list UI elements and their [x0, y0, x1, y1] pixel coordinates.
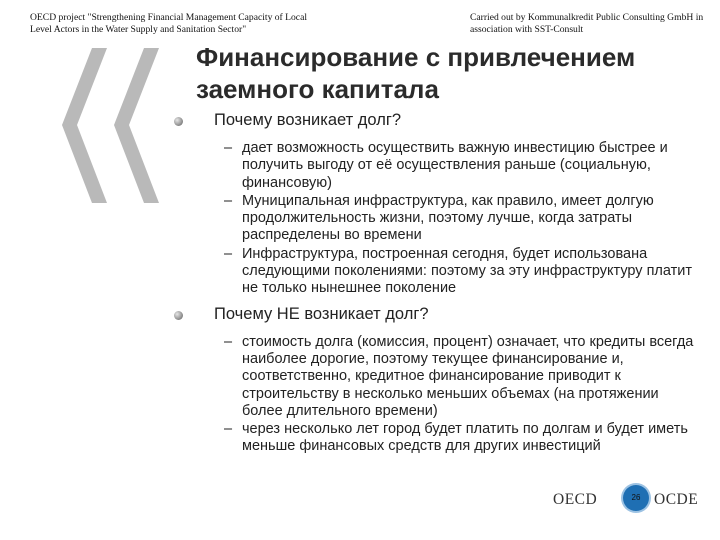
- header-contractor-line2: association with SST-Consult: [470, 24, 584, 35]
- sub-bullet: [172, 246, 702, 298]
- dash-marker: –: [224, 245, 233, 262]
- dash-marker: –: [224, 333, 233, 350]
- sub-bullet: [172, 140, 702, 192]
- page-number: 26: [631, 493, 641, 502]
- dash-marker: –: [224, 140, 233, 156]
- slide-title-line2: заемного капитала: [196, 74, 439, 104]
- slide-content: [172, 110, 702, 457]
- header-project-line2: Level Actors in the Water Supply and Sanitation Sector": [30, 24, 247, 35]
- sphere-bullet-icon: [174, 117, 183, 126]
- sub-bullet: [172, 334, 702, 420]
- header-project-line1: OECD project "Strengthening Financial Management Capacity of Local: [30, 12, 307, 23]
- sub-bullet: [172, 193, 702, 245]
- slide-title-line1: Финансирование с привлечением: [196, 42, 636, 72]
- sub-bullet-text: Муниципальная инфраструктура, как правило, имеет долгую продолжительность жизни, поэтому лучше, когда затраты распределены во времени: [242, 192, 654, 244]
- sub-bullet: [172, 421, 702, 456]
- header-contractor-line1: Carried out by Kommunalkredit Public Consulting GmbH in: [470, 12, 704, 23]
- sub-bullet-text: дает возможность осуществить важную инвестицию быстрее и получить выгоду от её осуществления раньше (социальную, финансовую): [242, 140, 668, 191]
- bullet-text: Почему возникает долг?: [214, 111, 402, 129]
- sub-bullet-text: через несколько лет город будет платить по долгам и будет иметь меньше финансовых средств для других инвестиций: [242, 421, 688, 455]
- bullet-why-not-debt: [172, 304, 702, 324]
- dash-marker: –: [224, 192, 233, 209]
- ocde-logo-text: OCDE: [654, 491, 699, 508]
- bullet-why-debt: [172, 110, 702, 130]
- oecd-logo-text: OECD: [553, 491, 598, 508]
- page-number-badge: [623, 485, 649, 511]
- double-chevron-left-icon: [62, 48, 162, 203]
- header-project: [30, 12, 360, 36]
- slide-title: [196, 41, 696, 105]
- dash-marker: –: [224, 421, 233, 438]
- header-contractor: [470, 12, 715, 36]
- bullet-text: Почему НЕ возникает долг?: [214, 304, 429, 323]
- sub-bullet-text: стоимость долга (комиссия, процент) означает, что кредиты всегда наиболее дорогие, поэтому текущее финансирование и, соответственно, кредитное финансирование приводит к строительству в несколько меньших объемах (на протяжении более длительного времени): [242, 333, 694, 419]
- sub-bullet-text: Инфраструктура, построенная сегодня, будет использована следующими поколениями: поэтому за эту инфраструктуру платит не только нынешнее поколение: [242, 245, 693, 297]
- oecd-logo: [553, 485, 703, 515]
- sphere-bullet-icon: [174, 311, 183, 320]
